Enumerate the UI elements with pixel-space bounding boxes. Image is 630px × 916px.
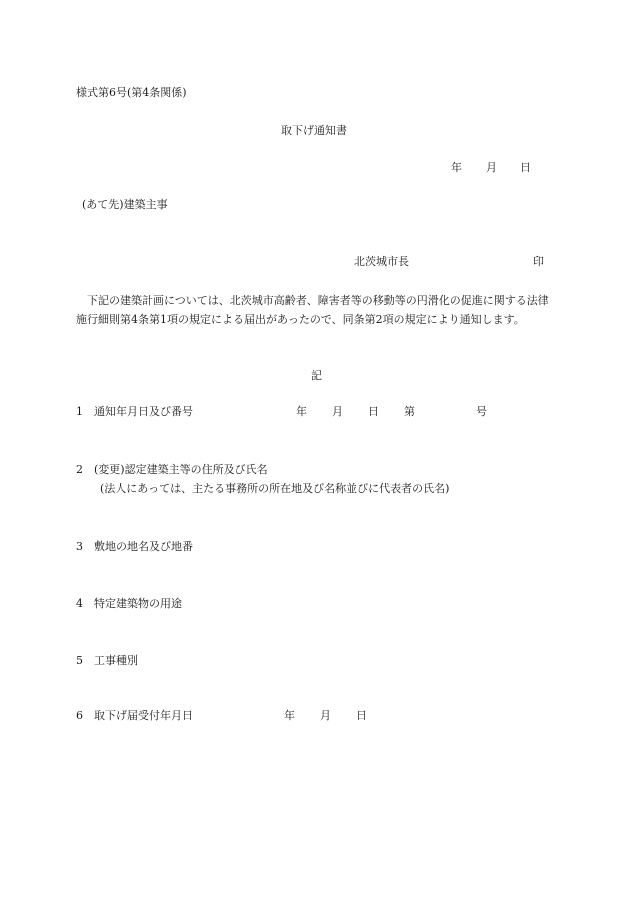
date-day: 日 bbox=[520, 161, 531, 174]
item-label: 工事種別 bbox=[94, 654, 138, 667]
addressee: (あて先)建築主事 bbox=[82, 198, 168, 211]
item-go: 号 bbox=[476, 405, 487, 418]
item-year: 年 bbox=[296, 405, 307, 418]
item-number: 4 bbox=[76, 597, 83, 610]
issuer-name: 北茨城市長 bbox=[354, 255, 409, 268]
item-label: 敷地の地名及び地番 bbox=[94, 540, 193, 553]
item-day: 日 bbox=[356, 709, 367, 722]
issuer-seal: 印 bbox=[533, 255, 544, 268]
item-dai: 第 bbox=[404, 405, 415, 418]
item-month: 月 bbox=[320, 709, 331, 722]
item-number: 3 bbox=[76, 540, 83, 553]
item-label: 特定建築物の用途 bbox=[94, 597, 182, 610]
date-month: 月 bbox=[486, 161, 497, 174]
item-year: 年 bbox=[284, 709, 295, 722]
body-paragraph: 下記の建築計画については、北茨城市高齢者、障害者等の移動等の円滑化の促進に関する法律施行細則第4条第1項の規定による届出があったので、同条第2項の規定により通知します。 bbox=[76, 294, 549, 326]
document-title: 取下げ通知書 bbox=[281, 124, 347, 137]
item-label: 通知年月日及び番号 bbox=[94, 405, 193, 418]
item-note: (法人にあっては、主たる事務所の所在地及び名称並びに代表者の氏名) bbox=[100, 482, 450, 495]
item-number: 2 bbox=[76, 463, 83, 476]
item-month: 月 bbox=[332, 405, 343, 418]
item-number: 6 bbox=[76, 709, 83, 722]
item-number: 5 bbox=[76, 654, 83, 667]
item-number: 1 bbox=[76, 405, 83, 418]
form-number: 様式第6号(第4条関係) bbox=[76, 86, 187, 99]
ki-heading: 記 bbox=[311, 369, 322, 382]
item-label: (変更)認定建築主等の住所及び氏名 bbox=[94, 463, 268, 476]
item-label: 取下げ届受付年月日 bbox=[94, 709, 193, 722]
date-year: 年 bbox=[451, 161, 462, 174]
item-day: 日 bbox=[368, 405, 379, 418]
